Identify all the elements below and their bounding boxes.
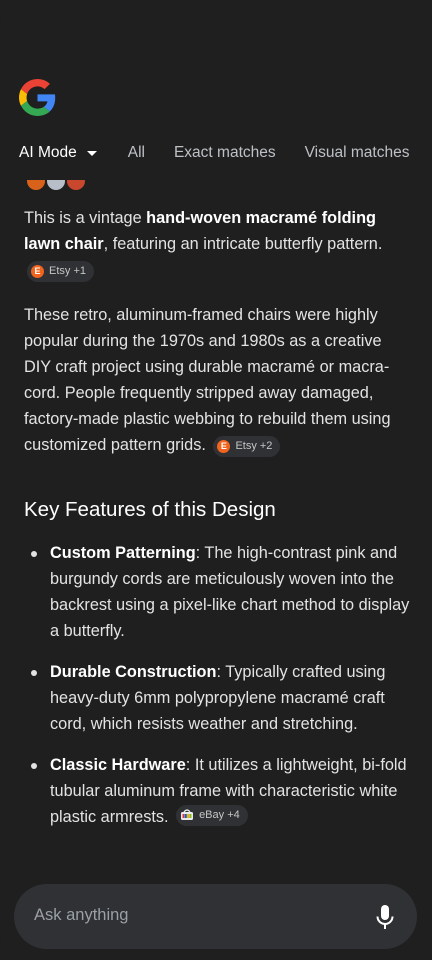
- tab-all[interactable]: All: [127, 144, 145, 161]
- tab-exact-matches[interactable]: Exact matches: [173, 144, 276, 161]
- feature-item: [24, 540, 410, 644]
- features-list: [24, 540, 410, 830]
- feature-text: : It utilizes a lightweight, bi-fold tubular aluminum frame with characteristic white plastic armrests.: [50, 756, 407, 826]
- features-heading: Key Features of this Design: [24, 498, 276, 521]
- feature-item: [24, 659, 410, 737]
- ask-input-bar[interactable]: [14, 884, 417, 949]
- answer-intro: [24, 205, 410, 283]
- ebay-icon: [180, 809, 194, 821]
- chip-label: Etsy +1: [49, 265, 86, 277]
- source-chip-etsy[interactable]: [27, 261, 94, 282]
- source-chip-ebay[interactable]: [176, 805, 248, 826]
- ai-answer: [24, 205, 410, 845]
- chevron-down-icon: [87, 151, 97, 156]
- intro-text-end: , featuring an intricate butterfly pattern.: [103, 235, 383, 253]
- ask-input[interactable]: Ask anything: [34, 906, 129, 924]
- feature-text: : The high-contrast pink and burgundy cords are meticulously woven into the backrest using a pixel-like chart method to display a butterfly.: [50, 544, 410, 640]
- feature-title: Custom Patterning: [50, 544, 196, 562]
- etsy-icon: E: [217, 440, 230, 453]
- intro-bold: hand-woven macramé folding lawn chair: [24, 209, 376, 253]
- feature-title: Classic Hardware: [50, 756, 186, 774]
- etsy-icon: E: [31, 265, 44, 278]
- search-tabs: [19, 144, 432, 162]
- history-text: These retro, aluminum-framed chairs were highly popular during the 1970s and 1980s as a creative DIY craft project using durable macramé or macra-cord. People frequently stripped away damaged, factory-made plastic webbing to rebuild them using customized pattern grids.: [24, 306, 391, 454]
- answer-history: [24, 302, 410, 458]
- mic-icon[interactable]: [375, 904, 395, 930]
- google-g-logo[interactable]: [19, 79, 56, 116]
- feature-item: [24, 752, 410, 830]
- chip-label: eBay +4: [199, 808, 240, 821]
- feature-title: Durable Construction: [50, 663, 217, 681]
- tab-visual-matches[interactable]: Visual matches: [304, 144, 410, 161]
- feature-text: : Typically crafted using heavy-duty 6mm polypropylene macramé craft cord, which resists weather and stretching.: [50, 663, 386, 733]
- tab-ai-mode-label: AI Mode: [19, 144, 77, 161]
- tab-ai-mode[interactable]: [19, 144, 97, 162]
- chip-label: Etsy +2: [235, 440, 273, 452]
- intro-text: This is a vintage: [24, 209, 147, 227]
- header: [0, 0, 432, 180]
- source-chip-etsy[interactable]: [213, 436, 280, 457]
